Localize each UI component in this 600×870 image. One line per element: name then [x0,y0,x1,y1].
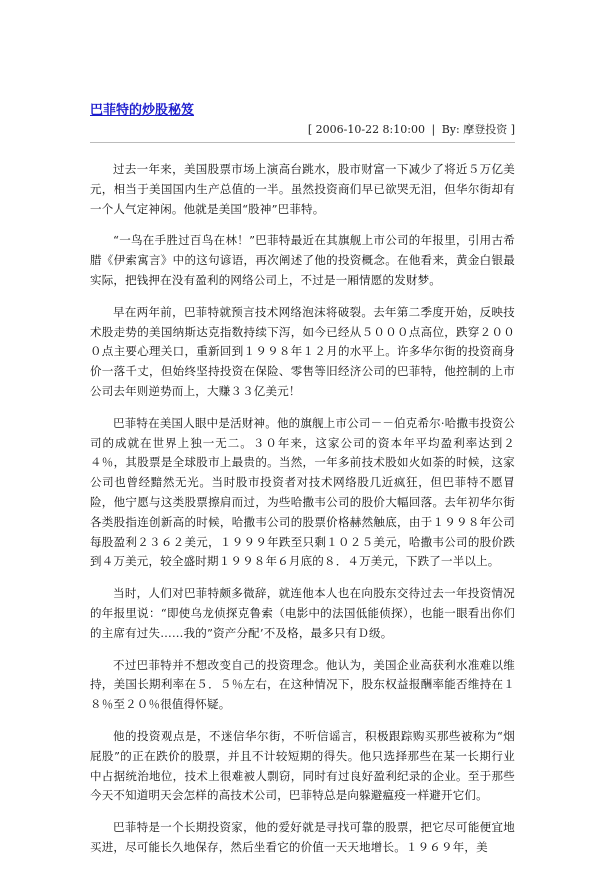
meta-open-bracket: [ [307,123,313,136]
paragraph: 巴菲特在美国人眼中是活财神。他的旗舰上市公司－－伯克希尔·哈撒韦投资公司的成就在世界上独一无二。３０年来，这家公司的资本年平均盈利率达到２４％，其股票是全球股市上最贵的。当然，一年多前技术股如火如荼的时候，这家公司也曾经黯然无光。当时股市投资者对技术网络股几近疯狂，但巴菲特不愿冒险，他宁愿与这类股票擦肩而过，为些哈撒韦公司的股价大幅回落。去年初华尔街各类股指连创新高的时候，哈撒韦公司的股票价格赫然触底，由于１９９８年公司每股盈利２３６２美元，１９９９年跌至只剩１０２５美元，哈撒韦公司的股价跌到４万美元，较全盛时期１９９８年６月底的８．４万美元，下跌了一半以上。 [90,415,515,569]
paragraph: 不过巴菲特并不想改变自己的投资理念。他认为，美国企业高获利水准难以维持，美国长期利率在５．５％左右，在这种情况下，股东权益报酬率能否维持在１８％至２０％很值得怀疑。 [90,657,515,712]
article-datetime: 2006-10-22 8:10:00 [315,123,425,136]
meta-close-bracket: ] [510,123,515,136]
paragraph: 过去一年来，美国股票市场上演高台跳水，股市财富一下减少了将近５万亿美元，相当于美国国内生产总值的一半。虽然投资商们早已欲哭无泪，但华尔街却有一个人气定神闲。他就是美国“股神”巴菲特。 [90,162,515,216]
article-body [90,160,515,858]
meta-separator: | [431,123,436,136]
article-title-link[interactable]: 巴菲特的炒股秘笈 [90,103,195,118]
article [90,102,515,870]
paragraph: 他的投资观点是，不迷信华尔街，不听信谣言，积极跟踪购买那些被称为“烟屁股”的正在跌价的股票，并且不计较短期的得失。他只选择那些在某一长期行业中占据统治地位，技术上很难被人剽窃，同时有过良好盈利纪录的企业。至于那些今天不知道明天会怎样的高技术公司，巴菲特总是向躲避瘟疫一样避开它们。 [90,728,515,803]
article-meta [90,122,515,143]
article-author: By: 摩登投资 [441,123,508,136]
paragraph: “一鸟在手胜过百鸟在林！”巴菲特最近在其旗舰上市公司的年报里，引用古希腊《伊索寓言》中的这句谚语，再次阐述了他的投资概念。在他看来，黄金白银最实际，把钱押在没有盈利的网络公司上，不过是一厢情愿的发财梦。 [90,233,515,287]
paragraph: 巴菲特是一个长期投资家，他的爱好就是寻找可靠的股票，把它尽可能便宜地买进，尽可能长久地保存，然后坐看它的价值一天天地增长。１９６９年，美 [90,820,515,854]
paragraph: 早在两年前，巴菲特就预言技术网络泡沫将破裂。去年第二季度开始，反映技术股走势的美国纳斯达克指数持续下泻，如今已经从５０００点高位，跌穿２０００点主要心理关口，重新回到１９９８年１２月的水平上。许多华尔街的投资商身价一落千丈，但始终坚持投资在保险、零售等旧经济公司的巴菲特，他控制的上市公司去年则逆势而上，大赚３３亿美元！ [90,304,515,398]
paragraph: 当时，人们对巴菲特颇多微辞，就连他本人也在向股东交待过去一年投资情况的年报里说：“即使乌龙侦探克鲁索（电影中的法国低能侦探），也能一眼看出你们的主席有过失……我的”资产分配’不及格，最多只有Ｄ级。 [90,586,515,640]
